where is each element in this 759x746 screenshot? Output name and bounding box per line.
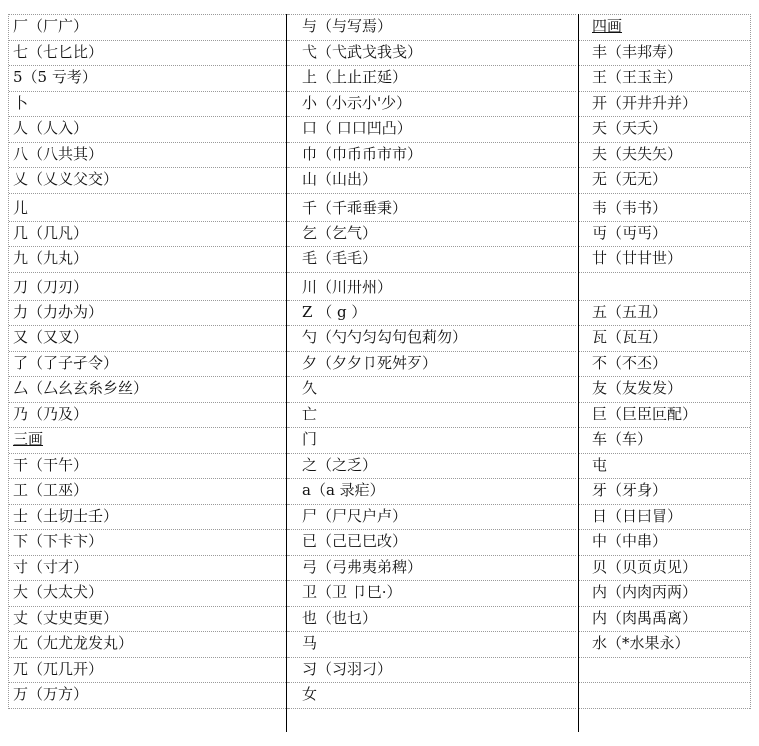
table-cell bbox=[578, 581, 750, 607]
table-cell bbox=[9, 428, 288, 454]
table-cell bbox=[9, 41, 288, 67]
table-cell bbox=[578, 658, 750, 684]
cell-text: 弓（弓弗夷弟稗） bbox=[302, 557, 423, 576]
cell-text: 卜 bbox=[13, 93, 29, 112]
cell-text: 之（之乏） bbox=[302, 455, 378, 474]
cell-text: Z （ g ） bbox=[302, 302, 367, 321]
table-cell bbox=[578, 194, 750, 222]
cell-text: 上（上止正延） bbox=[302, 68, 408, 86]
cell-text: 乞（乞气） bbox=[302, 223, 378, 242]
column-1 bbox=[8, 14, 288, 709]
cell-text: 马 bbox=[302, 634, 318, 652]
cell-text: 内（肉禺禹离） bbox=[592, 608, 698, 627]
table-cell bbox=[9, 683, 288, 709]
table-cell bbox=[288, 581, 576, 607]
table-cell bbox=[578, 117, 750, 143]
cell-text: 王（王玉主） bbox=[592, 68, 683, 86]
table-cell bbox=[288, 403, 576, 429]
table-cell bbox=[578, 247, 750, 273]
cell-text: 与（与写焉） bbox=[302, 17, 393, 35]
cell-text: 巾（巾币币市市） bbox=[302, 144, 423, 163]
cell-text: 士（土切士壬） bbox=[13, 506, 119, 525]
table-cell bbox=[288, 222, 576, 248]
table-cell bbox=[578, 41, 750, 67]
cell-text: 了（了子孑令） bbox=[13, 353, 119, 372]
cell-text: 巨（巨臣叵配） bbox=[592, 404, 698, 423]
cell-text: 夫（夫失矢） bbox=[592, 144, 683, 163]
cell-text: 工（工巫） bbox=[13, 481, 89, 499]
cell-text: 贝（贝页贞见） bbox=[592, 557, 698, 576]
cell-text: 久 bbox=[302, 379, 318, 397]
cell-text: 中（中串） bbox=[592, 532, 668, 550]
table-cell bbox=[288, 92, 576, 118]
table-cell bbox=[578, 326, 750, 352]
column-divider bbox=[578, 14, 579, 732]
table-cell bbox=[578, 683, 750, 709]
cell-text: 乃（乃及） bbox=[13, 404, 89, 423]
cell-text: 又（又叉） bbox=[13, 328, 89, 346]
cell-text: 丈（丈史吏更） bbox=[13, 608, 119, 627]
cell-text: 厶（厶幺玄糸乡丝） bbox=[13, 379, 149, 397]
table-cell bbox=[578, 403, 750, 429]
table-cell bbox=[288, 117, 576, 143]
cell-text: 几（几凡） bbox=[13, 223, 89, 242]
table-cell bbox=[9, 92, 288, 118]
table-cell bbox=[578, 454, 750, 480]
cell-text: 尸（尸尺户卢） bbox=[302, 506, 408, 525]
table-cell bbox=[288, 479, 576, 505]
table-cell bbox=[288, 168, 576, 194]
cell-text: 小（小示小'少） bbox=[302, 93, 412, 112]
cell-text: 干（干午） bbox=[13, 455, 89, 474]
table-cell bbox=[9, 658, 288, 684]
table-cell bbox=[578, 168, 750, 194]
table-cell bbox=[9, 168, 288, 194]
table-cell bbox=[9, 454, 288, 480]
table-cell bbox=[288, 273, 576, 301]
cell-text: 儿 bbox=[13, 198, 29, 217]
table-cell bbox=[578, 377, 750, 403]
cell-text: 水（*水果永） bbox=[592, 634, 690, 652]
table-cell bbox=[9, 352, 288, 378]
table-cell bbox=[9, 15, 288, 41]
cell-text: 口（ 口口凹凸） bbox=[302, 119, 412, 137]
table-cell bbox=[288, 301, 576, 327]
cell-text: 七（七匕比） bbox=[13, 42, 104, 61]
cell-text: 无（无无） bbox=[592, 170, 668, 188]
cell-text: 勺（勺勺匀勾句包莉勿） bbox=[302, 328, 468, 346]
cell-text: 乂（乂义父交） bbox=[13, 170, 119, 188]
cell-text: 车（车） bbox=[592, 430, 653, 448]
table-cell bbox=[9, 403, 288, 429]
table-cell bbox=[578, 143, 750, 169]
table-cell bbox=[9, 632, 288, 658]
table-cell bbox=[578, 556, 750, 582]
cell-text: 丰（丰邦寿） bbox=[592, 42, 683, 61]
cell-text: 丏（丏丐） bbox=[592, 223, 668, 242]
cell-text: 五（五丑） bbox=[592, 302, 668, 321]
table-cell bbox=[288, 194, 576, 222]
cell-text: 亡 bbox=[302, 404, 318, 423]
table-cell bbox=[578, 222, 750, 248]
cell-text: 廿（廿甘世） bbox=[592, 249, 683, 267]
cell-text: 尢（尢尤龙发丸） bbox=[13, 634, 134, 652]
cell-text: 内（内肉丙两） bbox=[592, 583, 698, 601]
cell-text: 门 bbox=[302, 430, 318, 448]
table-cell bbox=[578, 92, 750, 118]
table-cell bbox=[288, 143, 576, 169]
cell-text: 日（日曰冒） bbox=[592, 506, 683, 525]
cell-text: 弋（弋武戈我戋） bbox=[302, 42, 423, 61]
cell-text: 兀（兀几开） bbox=[13, 659, 104, 678]
cell-text: 力（力办为） bbox=[13, 302, 104, 321]
table-cell bbox=[288, 530, 576, 556]
table-cell bbox=[288, 658, 576, 684]
table-cell bbox=[578, 607, 750, 633]
table-cell bbox=[9, 607, 288, 633]
cell-text: 厂（厂广） bbox=[13, 17, 89, 35]
cell-text: 5（5 亏考） bbox=[13, 68, 97, 86]
table-cell bbox=[9, 273, 288, 301]
cell-text: 女 bbox=[302, 685, 318, 703]
column-3 bbox=[578, 14, 751, 709]
cell-text: 川（川卅州） bbox=[302, 277, 393, 296]
cell-text: 卫（卫 卩巳·） bbox=[302, 583, 402, 601]
table-cell bbox=[9, 505, 288, 531]
table-cell bbox=[288, 632, 576, 658]
table-cell bbox=[9, 66, 288, 92]
table-cell bbox=[9, 194, 288, 222]
table-cell bbox=[9, 247, 288, 273]
table-cell bbox=[288, 683, 576, 709]
table-cell bbox=[578, 479, 750, 505]
table-cell bbox=[578, 352, 750, 378]
cell-text: 刀（刀刃） bbox=[13, 277, 89, 296]
table-cell bbox=[288, 505, 576, 531]
table-cell bbox=[288, 15, 576, 41]
table-cell bbox=[9, 479, 288, 505]
cell-text: 牙（牙身） bbox=[592, 481, 668, 499]
cell-text: 千（千乖垂秉） bbox=[302, 198, 408, 217]
table-cell bbox=[9, 377, 288, 403]
cell-text: 寸（寸才） bbox=[13, 557, 89, 576]
cell-text: 下（下卡卞） bbox=[13, 532, 104, 550]
table-cell bbox=[578, 15, 750, 41]
cell-text: 万（万方） bbox=[13, 685, 89, 703]
table-cell bbox=[578, 428, 750, 454]
table-cell bbox=[288, 66, 576, 92]
table-cell bbox=[9, 117, 288, 143]
table-cell bbox=[288, 352, 576, 378]
table-cell bbox=[578, 66, 750, 92]
cell-text: 八（八共其） bbox=[13, 144, 104, 163]
table-cell bbox=[9, 556, 288, 582]
table-cell bbox=[9, 581, 288, 607]
table-cell bbox=[288, 607, 576, 633]
table-cell bbox=[578, 273, 750, 301]
cell-text: 友（友发发） bbox=[592, 379, 683, 397]
cell-text: 习（习羽刁） bbox=[302, 659, 393, 678]
table-cell bbox=[9, 530, 288, 556]
cell-text: 韦（韦书） bbox=[592, 198, 668, 217]
table-cell bbox=[9, 143, 288, 169]
column-2 bbox=[288, 14, 576, 709]
cell-text: 也（也乜） bbox=[302, 608, 378, 627]
section-heading: 三画 bbox=[13, 430, 44, 448]
cell-text: 瓦（瓦互） bbox=[592, 328, 668, 346]
column-divider bbox=[286, 14, 287, 732]
table-cell bbox=[288, 377, 576, 403]
table-cell bbox=[578, 505, 750, 531]
cell-text: 夕（夕夕卩死舛歹） bbox=[302, 353, 438, 372]
cell-text: 山（山出） bbox=[302, 170, 378, 188]
table-cell bbox=[288, 41, 576, 67]
cell-text: 不（不丕） bbox=[592, 353, 668, 372]
section-heading: 四画 bbox=[592, 17, 623, 35]
table-cell bbox=[288, 428, 576, 454]
table-cell bbox=[9, 222, 288, 248]
cell-text: 开（开井升并） bbox=[592, 93, 698, 112]
cell-text: 已（己已巳改） bbox=[302, 532, 408, 550]
cell-text: 人（人入） bbox=[13, 119, 89, 137]
cell-text: 九（九丸） bbox=[13, 249, 89, 267]
cell-text: 大（大太犬） bbox=[13, 583, 104, 601]
cell-text: 屯 bbox=[592, 455, 608, 474]
table-cell bbox=[9, 301, 288, 327]
table-cell bbox=[9, 326, 288, 352]
table-cell bbox=[288, 556, 576, 582]
table-cell bbox=[578, 632, 750, 658]
cell-text: a（a 录疟） bbox=[302, 481, 385, 499]
table-cell bbox=[288, 247, 576, 273]
table-cell bbox=[578, 301, 750, 327]
cell-text: 天（天夭） bbox=[592, 119, 668, 137]
cell-text: 毛（毛毛） bbox=[302, 249, 378, 267]
table-cell bbox=[288, 454, 576, 480]
table-cell bbox=[288, 326, 576, 352]
table-cell bbox=[578, 530, 750, 556]
